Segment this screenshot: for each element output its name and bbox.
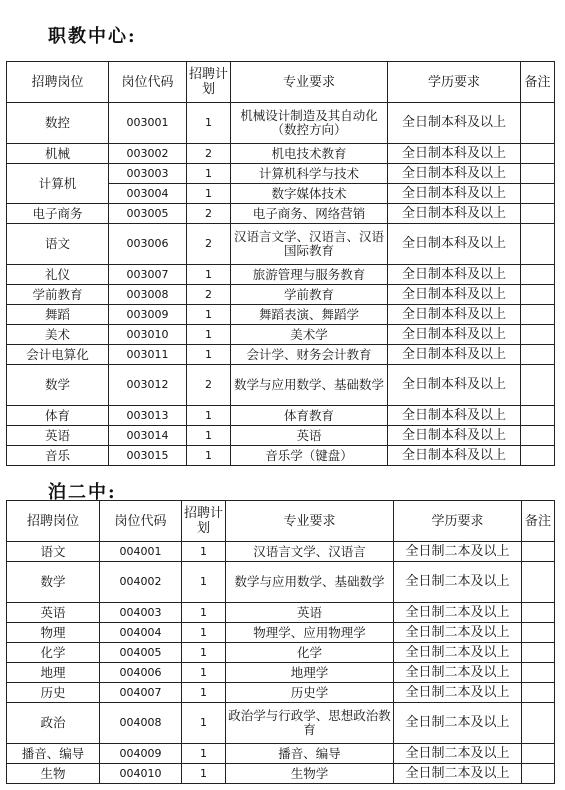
cell-note xyxy=(521,426,555,446)
cell-post: 生物 xyxy=(7,764,100,784)
cell-plan: 1 xyxy=(182,683,226,703)
table-row xyxy=(7,542,555,562)
cell-plan: 1 xyxy=(182,643,226,663)
cell-plan: 1 xyxy=(187,426,231,446)
cell-major: 化学 xyxy=(226,643,394,663)
table-row xyxy=(7,204,555,224)
cell-education: 全日制本科及以上 xyxy=(388,305,521,325)
cell-education: 全日制二本及以上 xyxy=(394,744,522,764)
cell-plan: 1 xyxy=(182,623,226,643)
header-post: 招聘岗位 xyxy=(7,501,100,542)
table-row xyxy=(7,703,555,744)
cell-note xyxy=(521,345,555,365)
header-education: 学历要求 xyxy=(394,501,522,542)
cell-code: 004010 xyxy=(100,764,182,784)
cell-major: 机械设计制造及其自动化（数控方向） xyxy=(231,103,388,144)
cell-education: 全日制本科及以上 xyxy=(388,265,521,285)
cell-education: 全日制本科及以上 xyxy=(388,224,521,265)
table-row xyxy=(7,265,555,285)
cell-post: 计算机 xyxy=(7,164,109,204)
cell-education: 全日制二本及以上 xyxy=(394,643,522,663)
cell-plan: 2 xyxy=(187,224,231,265)
cell-note xyxy=(522,623,555,643)
cell-post: 物理 xyxy=(7,623,100,643)
cell-post: 体育 xyxy=(7,406,109,426)
cell-education: 全日制本科及以上 xyxy=(388,204,521,224)
cell-education: 全日制本科及以上 xyxy=(388,325,521,345)
cell-note xyxy=(521,224,555,265)
cell-note xyxy=(521,144,555,164)
cell-code: 003010 xyxy=(109,325,187,345)
cell-plan: 2 xyxy=(187,365,231,406)
header-education: 学历要求 xyxy=(388,62,521,103)
cell-code: 003001 xyxy=(109,103,187,144)
cell-code: 004003 xyxy=(100,603,182,623)
cell-major: 政治学与行政学、思想政治教育 xyxy=(226,703,394,744)
header-major: 专业要求 xyxy=(231,62,388,103)
cell-code: 003014 xyxy=(109,426,187,446)
cell-note xyxy=(522,643,555,663)
cell-post: 英语 xyxy=(7,426,109,446)
cell-plan: 1 xyxy=(187,446,231,466)
cell-code: 003009 xyxy=(109,305,187,325)
cell-code: 004007 xyxy=(100,683,182,703)
cell-post: 礼仪 xyxy=(7,265,109,285)
cell-education: 全日制本科及以上 xyxy=(388,426,521,446)
cell-code: 003002 xyxy=(109,144,187,164)
cell-code: 004008 xyxy=(100,703,182,744)
header-code: 岗位代码 xyxy=(109,62,187,103)
cell-post: 英语 xyxy=(7,603,100,623)
cell-education: 全日制本科及以上 xyxy=(388,285,521,305)
cell-education: 全日制本科及以上 xyxy=(388,446,521,466)
header-plan: 招聘计划 xyxy=(182,501,226,542)
table-row xyxy=(7,446,555,466)
table-row xyxy=(7,663,555,683)
cell-code: 003008 xyxy=(109,285,187,305)
header-row xyxy=(7,501,555,542)
table-row xyxy=(7,406,555,426)
cell-major: 体育教育 xyxy=(231,406,388,426)
header-code: 岗位代码 xyxy=(100,501,182,542)
cell-education: 全日制二本及以上 xyxy=(394,603,522,623)
cell-note xyxy=(522,562,555,603)
cell-education: 全日制二本及以上 xyxy=(394,764,522,784)
cell-major: 汉语言文学、汉语言 xyxy=(226,542,394,562)
cell-note xyxy=(521,265,555,285)
cell-note xyxy=(521,446,555,466)
table-row xyxy=(7,643,555,663)
table-row xyxy=(7,345,555,365)
header-post: 招聘岗位 xyxy=(7,62,109,103)
table-row xyxy=(7,683,555,703)
table-row xyxy=(7,285,555,305)
cell-major: 历史学 xyxy=(226,683,394,703)
cell-code: 003011 xyxy=(109,345,187,365)
table-row xyxy=(7,744,555,764)
cell-post: 机械 xyxy=(7,144,109,164)
cell-plan: 1 xyxy=(187,164,231,184)
cell-education: 全日制本科及以上 xyxy=(388,345,521,365)
cell-code: 004009 xyxy=(100,744,182,764)
cell-major: 物理学、应用物理学 xyxy=(226,623,394,643)
cell-plan: 1 xyxy=(182,703,226,744)
cell-education: 全日制本科及以上 xyxy=(388,164,521,184)
cell-education: 全日制二本及以上 xyxy=(394,703,522,744)
cell-plan: 2 xyxy=(187,204,231,224)
table-row xyxy=(7,224,555,265)
cell-major: 数学与应用数学、基础数学 xyxy=(226,562,394,603)
cell-note xyxy=(522,663,555,683)
header-row xyxy=(7,62,555,103)
cell-note xyxy=(522,764,555,784)
cell-post: 美术 xyxy=(7,325,109,345)
cell-education: 全日制二本及以上 xyxy=(394,562,522,603)
cell-plan: 1 xyxy=(187,305,231,325)
cell-major: 英语 xyxy=(226,603,394,623)
cell-education: 全日制二本及以上 xyxy=(394,663,522,683)
cell-major: 生物学 xyxy=(226,764,394,784)
table-row xyxy=(7,623,555,643)
cell-note xyxy=(522,603,555,623)
cell-post: 数控 xyxy=(7,103,109,144)
cell-note xyxy=(521,325,555,345)
table-row xyxy=(7,144,555,164)
section-title-bo-er-zhong: 泊二中: xyxy=(48,482,117,503)
section-title-vocational-center: 职教中心: xyxy=(48,26,137,47)
cell-plan: 1 xyxy=(187,406,231,426)
cell-note xyxy=(521,164,555,184)
cell-major: 会计学、财务会计教育 xyxy=(231,345,388,365)
header-note: 备注 xyxy=(522,501,555,542)
table-row xyxy=(7,164,555,184)
cell-education: 全日制本科及以上 xyxy=(388,365,521,406)
cell-major: 电子商务、网络营销 xyxy=(231,204,388,224)
recruitment-table-vocational-center xyxy=(6,61,555,466)
cell-code: 004002 xyxy=(100,562,182,603)
cell-plan: 1 xyxy=(187,184,231,204)
cell-post: 地理 xyxy=(7,663,100,683)
cell-plan: 2 xyxy=(187,144,231,164)
cell-plan: 1 xyxy=(182,663,226,683)
cell-plan: 1 xyxy=(182,744,226,764)
cell-note xyxy=(521,285,555,305)
cell-post: 语文 xyxy=(7,542,100,562)
cell-code: 003005 xyxy=(109,204,187,224)
cell-major: 数学与应用数学、基础数学 xyxy=(231,365,388,406)
cell-note xyxy=(521,365,555,406)
cell-plan: 2 xyxy=(187,285,231,305)
cell-note xyxy=(521,204,555,224)
cell-plan: 1 xyxy=(187,103,231,144)
cell-plan: 1 xyxy=(182,542,226,562)
cell-post: 舞蹈 xyxy=(7,305,109,325)
header-note: 备注 xyxy=(521,62,555,103)
cell-major: 英语 xyxy=(231,426,388,446)
cell-note xyxy=(521,103,555,144)
cell-education: 全日制本科及以上 xyxy=(388,406,521,426)
cell-major: 美术学 xyxy=(231,325,388,345)
table-row xyxy=(7,562,555,603)
cell-note xyxy=(521,406,555,426)
cell-post: 音乐 xyxy=(7,446,109,466)
cell-code: 003006 xyxy=(109,224,187,265)
cell-post: 数学 xyxy=(7,365,109,406)
header-major: 专业要求 xyxy=(226,501,394,542)
cell-major: 旅游管理与服务教育 xyxy=(231,265,388,285)
cell-plan: 1 xyxy=(187,325,231,345)
cell-code: 003012 xyxy=(109,365,187,406)
table-row xyxy=(7,426,555,446)
cell-post: 会计电算化 xyxy=(7,345,109,365)
cell-code: 003015 xyxy=(109,446,187,466)
table-row xyxy=(7,103,555,144)
cell-code: 004004 xyxy=(100,623,182,643)
table-row xyxy=(7,603,555,623)
header-plan: 招聘计划 xyxy=(187,62,231,103)
cell-post: 语文 xyxy=(7,224,109,265)
recruitment-table-bo-er-zhong xyxy=(6,500,555,784)
cell-education: 全日制二本及以上 xyxy=(394,683,522,703)
cell-post: 学前教育 xyxy=(7,285,109,305)
table-row xyxy=(7,325,555,345)
cell-code: 003007 xyxy=(109,265,187,285)
cell-post: 化学 xyxy=(7,643,100,663)
cell-code: 004006 xyxy=(100,663,182,683)
table-row xyxy=(7,305,555,325)
cell-plan: 1 xyxy=(187,345,231,365)
cell-education: 全日制本科及以上 xyxy=(388,103,521,144)
cell-major: 数字媒体技术 xyxy=(231,184,388,204)
cell-major: 机电技术教育 xyxy=(231,144,388,164)
cell-note xyxy=(522,683,555,703)
cell-code: 003004 xyxy=(109,184,187,204)
cell-post: 播音、编导 xyxy=(7,744,100,764)
cell-major: 舞蹈表演、舞蹈学 xyxy=(231,305,388,325)
cell-post: 政治 xyxy=(7,703,100,744)
cell-major: 播音、编导 xyxy=(226,744,394,764)
cell-note xyxy=(522,744,555,764)
cell-code: 003013 xyxy=(109,406,187,426)
cell-education: 全日制二本及以上 xyxy=(394,542,522,562)
cell-major: 学前教育 xyxy=(231,285,388,305)
cell-education: 全日制本科及以上 xyxy=(388,144,521,164)
cell-major: 音乐学（键盘） xyxy=(231,446,388,466)
cell-education: 全日制本科及以上 xyxy=(388,184,521,204)
cell-major: 计算机科学与技术 xyxy=(231,164,388,184)
cell-post: 历史 xyxy=(7,683,100,703)
cell-education: 全日制二本及以上 xyxy=(394,623,522,643)
cell-note xyxy=(521,305,555,325)
cell-post: 电子商务 xyxy=(7,204,109,224)
table-row xyxy=(7,365,555,406)
cell-code: 004005 xyxy=(100,643,182,663)
cell-note xyxy=(521,184,555,204)
cell-plan: 1 xyxy=(182,603,226,623)
cell-note xyxy=(522,703,555,744)
cell-note xyxy=(522,542,555,562)
cell-plan: 1 xyxy=(182,562,226,603)
cell-major: 汉语言文学、汉语言、汉语国际教育 xyxy=(231,224,388,265)
cell-post: 数学 xyxy=(7,562,100,603)
table-row xyxy=(7,764,555,784)
cell-major: 地理学 xyxy=(226,663,394,683)
cell-plan: 1 xyxy=(187,265,231,285)
cell-plan: 1 xyxy=(182,764,226,784)
cell-code: 003003 xyxy=(109,164,187,184)
cell-code: 004001 xyxy=(100,542,182,562)
